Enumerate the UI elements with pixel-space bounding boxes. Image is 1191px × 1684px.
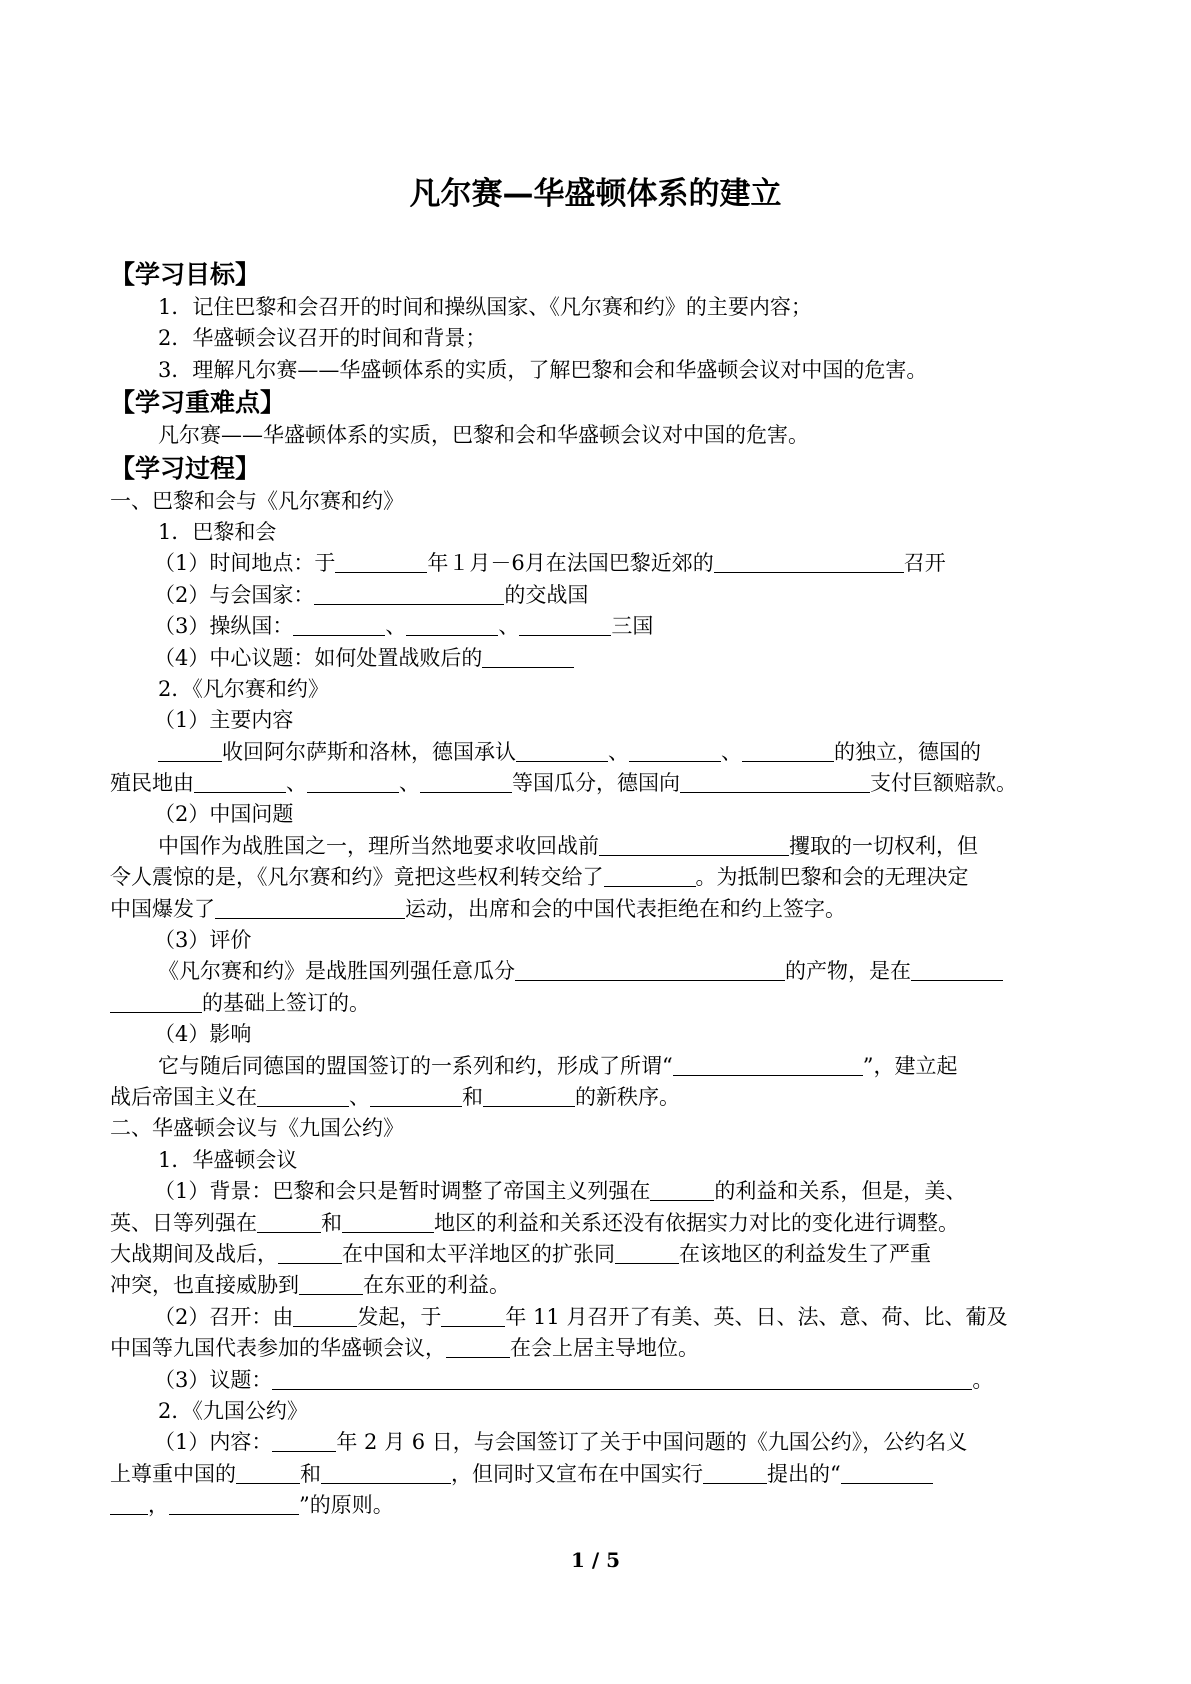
- blank[interactable]: [742, 741, 834, 762]
- blank[interactable]: [515, 960, 785, 981]
- fill-line: 中国等九国代表参加的华盛顿会议， 在会上居主导地位。: [110, 1336, 699, 1361]
- part1-title: 一、巴黎和会与《凡尔赛和约》: [110, 488, 404, 513]
- fill-line: 中国爆发了 运动，出席和会的中国代表拒绝在和约上签字。: [110, 896, 846, 921]
- blank[interactable]: [272, 1369, 972, 1390]
- fill-line: 收回阿尔萨斯和洛林，德国承认 、 、 的独立，德国的: [110, 737, 1090, 768]
- blank[interactable]: [257, 1086, 349, 1107]
- key-heading: 【学习重难点】: [110, 388, 286, 418]
- blank[interactable]: [169, 1494, 299, 1515]
- blank[interactable]: [841, 1463, 933, 1484]
- blank[interactable]: [314, 584, 504, 605]
- item-label: （4）影响: [154, 1022, 252, 1047]
- fill-line: （2）召开：由 发起，于 年 11 月召开了有美、英、日、法、意、荷、比、葡及: [154, 1304, 1008, 1329]
- blank[interactable]: [599, 835, 789, 856]
- blank[interactable]: [482, 647, 574, 668]
- blank[interactable]: [194, 772, 286, 793]
- fill-line: 殖民地由 、 、 等国瓜分，德国向 支付巨额赔款。: [110, 771, 1017, 796]
- document-body: [110, 258, 1090, 1521]
- part2-title: 二、华盛顿会议与《九国公约》: [110, 1116, 404, 1141]
- blank[interactable]: [293, 1306, 357, 1327]
- blank[interactable]: [321, 1463, 451, 1484]
- blank[interactable]: [278, 1243, 342, 1264]
- blank[interactable]: [446, 1337, 510, 1358]
- blank[interactable]: [673, 1055, 863, 1076]
- fill-line: 大战期间及战后， 在中国和太平洋地区的扩张同 在该地区的利益发生了严重: [110, 1241, 931, 1266]
- blank[interactable]: [703, 1463, 767, 1484]
- fill-line: （1）时间地点：于 年１月－6月在法国巴黎近郊的 召开: [154, 551, 946, 576]
- blank[interactable]: [519, 615, 611, 636]
- blank[interactable]: [215, 898, 405, 919]
- fill-line: 战后帝国主义在 、 和 的新秩序。: [110, 1084, 680, 1109]
- blank[interactable]: [680, 772, 870, 793]
- fill-line: （3）议题： 。: [154, 1367, 994, 1392]
- fill-line: （3）操纵国： 、 、 三国: [154, 614, 654, 639]
- blank[interactable]: [299, 1274, 363, 1295]
- blank[interactable]: [335, 552, 427, 573]
- blank[interactable]: [307, 772, 399, 793]
- blank[interactable]: [406, 615, 498, 636]
- item-label: （3）评价: [154, 928, 252, 953]
- fill-line: 它与随后同德国的盟国签订的一系列和约，形成了所谓“ ”，建立起: [158, 1053, 958, 1078]
- blank[interactable]: [110, 992, 202, 1013]
- fill-line: （4）中心议题：如何处置战败后的: [110, 643, 1090, 674]
- blank[interactable]: [629, 741, 721, 762]
- fill-line: （2）与会国家： 的交战国: [154, 582, 589, 607]
- fill-line: 上尊重中国的 和 ，但同时又宣布在中国实行 提出的“: [110, 1459, 1090, 1490]
- document-title: 凡尔赛—华盛顿体系的建立: [409, 176, 782, 212]
- blank[interactable]: [911, 960, 1003, 981]
- part1-sub1: 1．巴黎和会: [158, 519, 277, 544]
- part2-sub2: 2．《九国公约》: [158, 1398, 308, 1423]
- blank[interactable]: [342, 1212, 434, 1233]
- blank[interactable]: [483, 1086, 575, 1107]
- blank[interactable]: [158, 741, 222, 762]
- blank[interactable]: [293, 615, 385, 636]
- blank[interactable]: [420, 772, 512, 793]
- blank[interactable]: [604, 866, 696, 887]
- goal-item: 3．理解凡尔赛——华盛顿体系的实质，了解巴黎和会和华盛顿会议对中国的危害。: [158, 357, 928, 382]
- goal-item: 1．记住巴黎和会召开的时间和操纵国家、《凡尔赛和约》的主要内容；: [158, 295, 812, 319]
- fill-line: 令人震惊的是，《凡尔赛和约》竟把这些权利转交给了 。为抵制巴黎和会的无理决定: [110, 865, 969, 890]
- fill-line: 《凡尔赛和约》是战胜国列强任意瓜分 的产物，是在: [110, 956, 1090, 987]
- blank[interactable]: [272, 1431, 336, 1452]
- blank[interactable]: [615, 1243, 679, 1264]
- process-heading: 【学习过程】: [110, 453, 261, 483]
- fill-line: 英、日等列强在 和 地区的利益和关系还没有依据实力对比的变化进行调整。: [110, 1210, 959, 1235]
- fill-line: 冲突，也直接威胁到 在东亚的利益。: [110, 1273, 510, 1298]
- part2-sub1: 1．华盛顿会议: [158, 1147, 298, 1172]
- blank[interactable]: [257, 1212, 321, 1233]
- fill-line: 的基础上签订的。: [110, 988, 1090, 1019]
- part1-sub2: 2．《凡尔赛和约》: [158, 676, 329, 701]
- blank[interactable]: [110, 1494, 148, 1515]
- blank[interactable]: [714, 552, 904, 573]
- blank[interactable]: [650, 1180, 714, 1201]
- fill-line: 中国作为战胜国之一，理所当然地要求收回战前 攫取的一切权利，但: [158, 833, 978, 858]
- blank[interactable]: [236, 1463, 300, 1484]
- blank[interactable]: [370, 1086, 462, 1107]
- goals-heading: 【学习目标】: [110, 260, 261, 289]
- blank[interactable]: [516, 741, 608, 762]
- goal-item: 2．华盛顿会议召开的时间和背景；: [158, 326, 487, 351]
- fill-line: （1）背景：巴黎和会只是暂时调整了帝国主义列强在 的利益和关系，但是，美、: [154, 1179, 967, 1204]
- blank[interactable]: [441, 1306, 505, 1327]
- fill-line: ， ”的原则。: [110, 1490, 1090, 1521]
- item-label: （2）中国问题: [154, 802, 294, 827]
- page-number: 1 / 5: [570, 1548, 621, 1572]
- key-text: 凡尔赛——华盛顿体系的实质，巴黎和会和华盛顿会议对中国的危害。: [158, 423, 809, 448]
- item-label: （1）主要内容: [154, 708, 294, 733]
- fill-line: （1）内容： 年 2 月 6 日，与会国签订了关于中国问题的《九国公约》，公约名义: [154, 1430, 968, 1455]
